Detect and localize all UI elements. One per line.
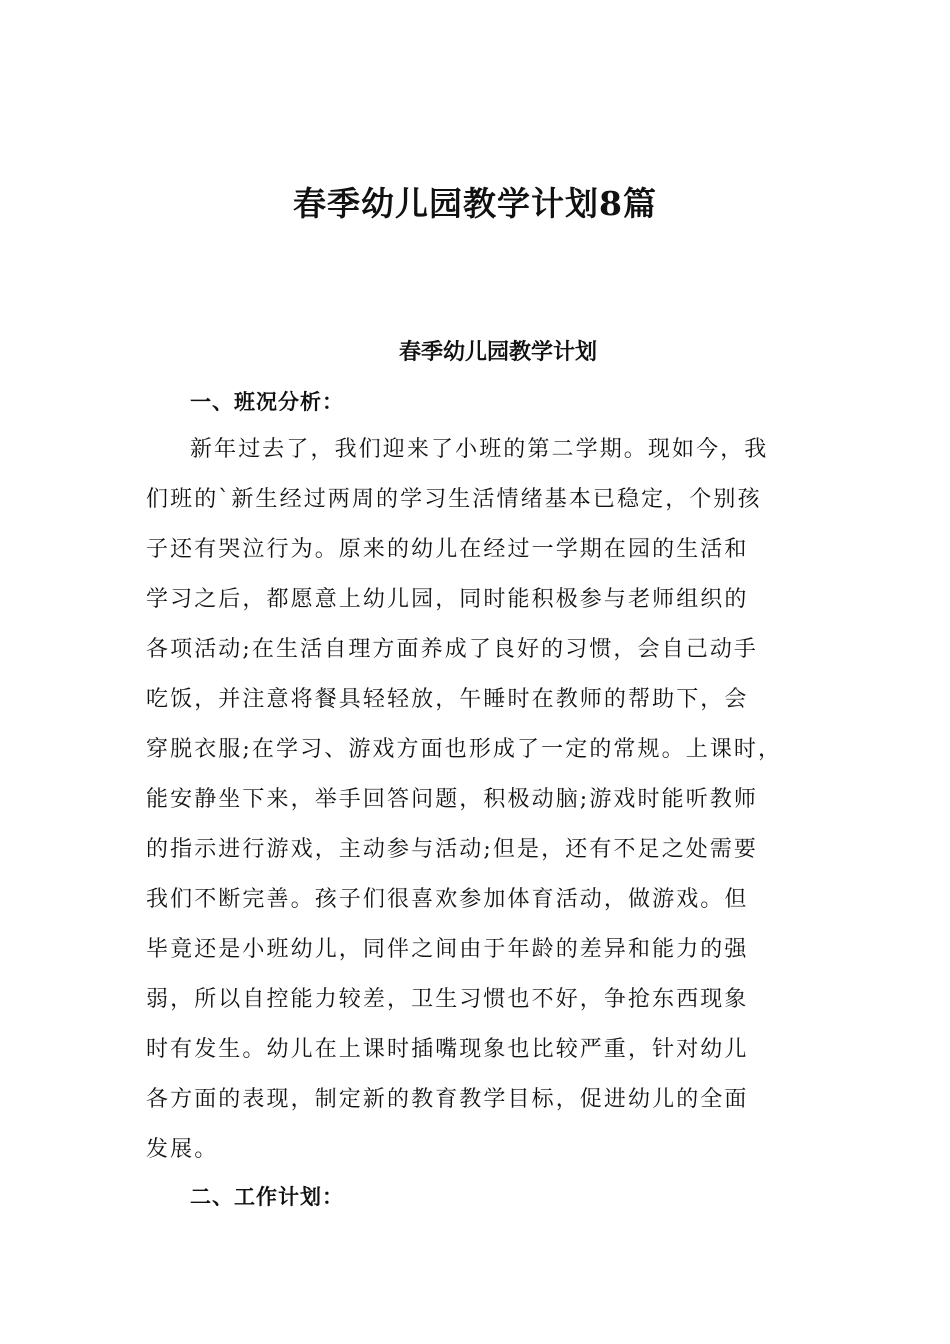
paragraph-line: 发展。 [146, 1137, 219, 1162]
paragraph-line: 的指示进行游戏，主动参与活动;但是，还有不足之处需要 [146, 837, 759, 862]
paragraph-line: 毕竟还是小班幼儿，同伴之间由于年龄的差异和能力的强 [146, 937, 749, 962]
paragraph-class-analysis [146, 425, 810, 1175]
paragraph-line: 时有发生。幼儿在上课时插嘴现象也比较严重，针对幼儿 [146, 1037, 749, 1062]
paragraph-line: 能安静坐下来，举手回答问题，积极动脑;游戏时能听教师 [146, 787, 759, 812]
heading-work-plan: 二、工作计划： [190, 1184, 344, 1209]
paragraph-line: 弱，所以自控能力较差，卫生习惯也不好，争抢东西现象 [146, 987, 749, 1012]
paragraph-line: 学习之后，都愿意上幼儿园，同时能积极参与老师组织的 [146, 587, 749, 612]
paragraph-line: 各项活动;在生活自理方面养成了良好的习惯，会自己动手 [146, 637, 759, 662]
section-title: 春季幼儿园教学计划 [398, 339, 597, 365]
paragraph-line: 穿脱衣服;在学习、游戏方面也形成了一定的常规。上课时， [146, 737, 783, 762]
paragraph-line: 我们不断完善。孩子们很喜欢参加体育活动，做游戏。但 [146, 887, 749, 912]
paragraph-line: 们班的`新生经过两周的学习生活情绪基本已稳定，个别孩 [146, 487, 762, 512]
paragraph-line: 各方面的表现，制定新的教育教学目标，促进幼儿的全面 [146, 1087, 749, 1112]
paragraph-line: 吃饭，并注意将餐具轻轻放，午睡时在教师的帮助下，会 [146, 687, 749, 712]
paragraph-line: 子还有哭泣行为。原来的幼儿在经过一学期在园的生活和 [146, 537, 749, 562]
heading-class-analysis: 一、班况分析： [190, 389, 344, 414]
document-title: 春季幼儿园教学计划8篇 [293, 184, 657, 223]
paragraph-line: 新年过去了，我们迎来了小班的第二学期。现如今，我 [190, 437, 769, 462]
